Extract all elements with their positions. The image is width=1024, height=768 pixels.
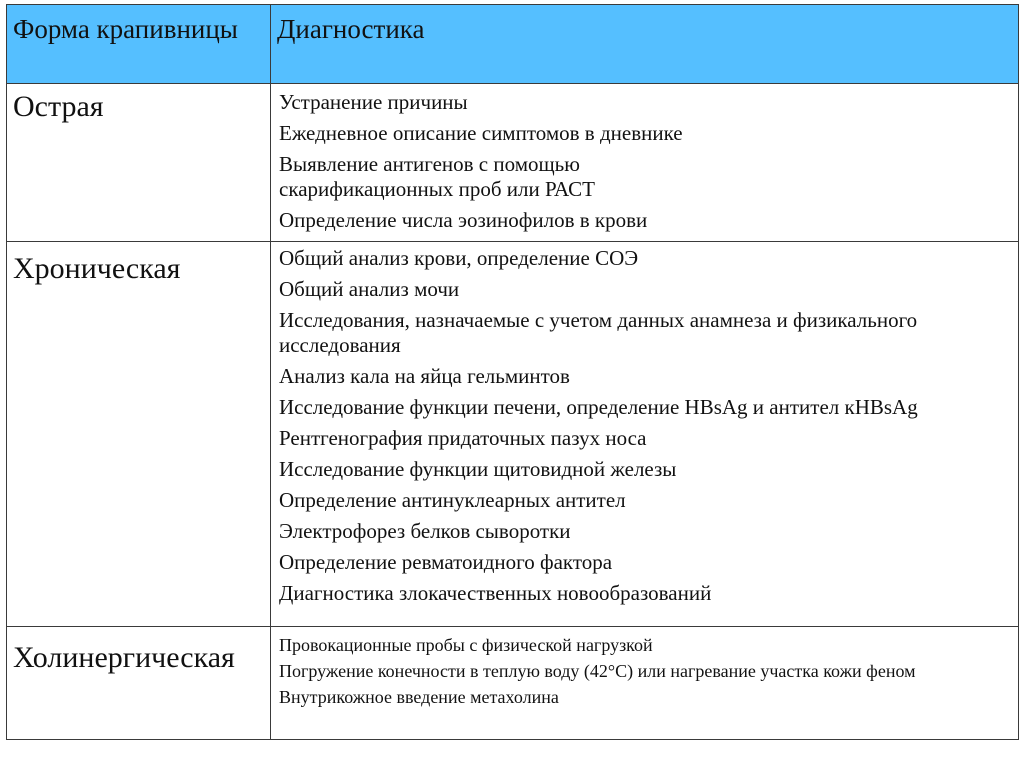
- diagnostics-cell: [271, 627, 1019, 740]
- header-diagnostics-label: Диагностика: [277, 14, 425, 44]
- form-label: Хроническая: [13, 252, 181, 285]
- form-label: Острая: [13, 90, 104, 123]
- list-item: Устранение причины: [279, 90, 468, 114]
- list-item: Общий анализ крови, определение СОЭ: [279, 246, 639, 270]
- diagnostics-list: [271, 242, 1018, 614]
- list-item: Выявление антигенов с помощью скарификационных проб или РАСТ: [279, 152, 595, 201]
- diagnostics-cell: [271, 84, 1019, 242]
- list-item: Исследование функции щитовидной железы: [279, 457, 677, 481]
- diagnostics-list: [271, 627, 1018, 715]
- table-row-acute: [7, 84, 1019, 242]
- header-row: [7, 5, 1019, 84]
- list-item: Провокационные пробы с физической нагрузкой: [279, 635, 653, 655]
- table-row-chronic: [7, 242, 1019, 627]
- list-item: Определение антинуклеарных антител: [279, 488, 626, 512]
- list-item: Электрофорез белков сыворотки: [279, 519, 571, 543]
- list-item: Погружение конечности в теплую воду (42°С) или нагревание участка кожи феном: [279, 661, 916, 681]
- form-label: Холинергическая: [13, 641, 235, 674]
- list-item: Диагностика злокачественных новообразований: [279, 581, 712, 605]
- form-cell: [7, 627, 271, 740]
- list-item: Анализ кала на яйца гельминтов: [279, 364, 570, 388]
- urticaria-diagnostics-table: [6, 4, 1019, 740]
- header-form: [7, 5, 271, 84]
- header-diagnostics: [271, 5, 1019, 84]
- list-item: Внутрикожное введение метахолина: [279, 687, 559, 707]
- form-cell: [7, 242, 271, 627]
- diagnostics-cell: [271, 242, 1019, 627]
- header-form-label: Форма крапивницы: [13, 14, 238, 44]
- table-row-cholinergic: [7, 627, 1019, 740]
- list-item: Определение ревматоидного фактора: [279, 550, 613, 574]
- diagnostics-list: [271, 84, 1018, 241]
- list-item: Ежедневное описание симптомов в дневнике: [279, 121, 683, 145]
- form-cell: [7, 84, 271, 242]
- list-item: Определение числа эозинофилов в крови: [279, 208, 648, 232]
- list-item: Общий анализ мочи: [279, 277, 460, 301]
- list-item: Рентгенография придаточных пазух носа: [279, 426, 647, 450]
- list-item: Исследования, назначаемые с учетом данных анамнеза и физикального исследования: [279, 308, 918, 357]
- list-item: Исследование функции печени, определение HBsAg и антител кHBsAg: [279, 395, 918, 419]
